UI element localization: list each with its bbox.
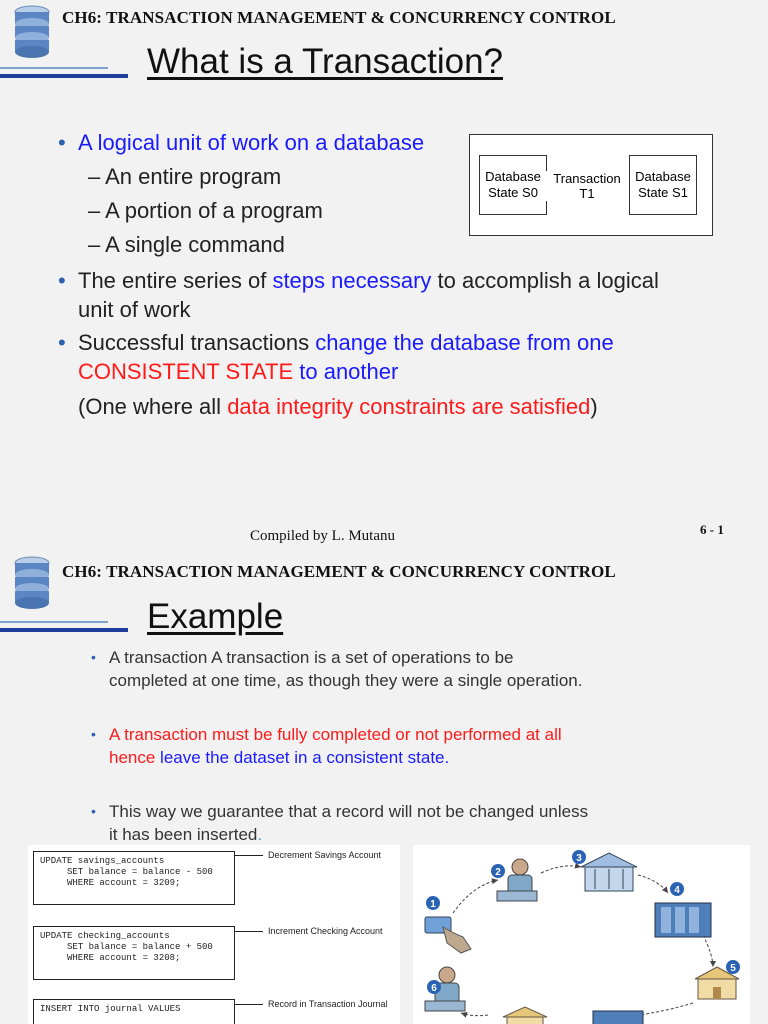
transaction-label: Transaction T1 [546,171,628,201]
bank-building-icon [503,1007,547,1024]
svg-text:2: 2 [495,867,501,878]
step-badge [426,896,440,910]
caption-leader [235,1004,263,1005]
svg-text:3: 3 [576,853,582,864]
svg-text:1: 1 [430,899,436,910]
footer-author: Compiled by L. Mutanu [250,528,395,544]
bullet-definition: • A transaction A transaction is a set of operations to be completed at one time, as though they were a single operation. [91,648,583,690]
caption-leader [235,855,263,856]
footer-page-number: 6 - 1 [700,522,724,537]
bullet-logical-unit: • A logical unit of work on a database [58,130,425,155]
bullet-successful: • Successful transactions change the database from one CONSISTENT STATE to another [58,330,614,384]
bullet-dot: • [91,649,96,665]
sub-bullet-command: – A single command [88,232,285,257]
bullet-dot: • [91,726,96,742]
caption-decrement-savings: Decrement Savings Account [268,850,382,860]
sql-update-checking: UPDATE checking_accounts SET balance = balance + 500 WHERE account = 3208; [33,926,235,980]
svg-text:4: 4 [674,885,680,896]
slide-2 [0,549,768,1024]
sql-update-savings: UPDATE savings_accounts SET balance = balance - 500 WHERE account = 3209; [33,851,235,905]
slide-header: CH6: TRANSACTION MANAGEMENT & CONCURRENCY CONTROL [62,8,616,27]
bullet-dot: • [58,268,66,293]
cycle-diagram [413,845,750,1024]
step-badge [491,864,505,878]
server-rack-icon [593,1011,643,1024]
card-hand-icon [425,917,471,953]
caption-leader [235,931,263,932]
transaction-cycle-illustration [413,845,750,1024]
sub-bullet-program: – An entire program [88,164,282,189]
step-badge [572,850,586,864]
caption-increment-checking: Increment Checking Account [268,926,383,936]
state-s0-box: Database State S0 [479,155,547,215]
bullet-dot: • [58,330,66,355]
bullet-complete: • A transaction must be fully completed or not performed at all hence leave the dataset in a consistent state. [91,725,562,767]
svg-text:6: 6 [431,983,437,994]
caption-journal: Record in Transaction Journal [268,999,388,1009]
step-badge [670,882,684,896]
header-rule-left [0,67,108,69]
note-integrity: (One where all data integrity constraints are satisfied) [78,394,598,419]
header-rule-accent [0,74,128,78]
bank-building-icon [581,853,637,891]
transaction-diagram [469,134,713,236]
slide-title: What is a Transaction? [147,42,503,81]
step-badge [427,980,441,994]
clerk-icon [497,859,537,901]
database-icon [12,555,52,611]
step-badge [726,960,740,974]
bullet-guarantee: • This way we guarantee that a record will not be changed unless it has been inserted. [91,802,589,844]
database-icon [12,4,52,60]
sql-transaction-panel [28,845,400,1024]
state-s1-box: Database State S1 [629,155,697,215]
svg-text:5: 5 [730,963,736,974]
sql-insert-journal: INSERT INTO journal VALUES [33,999,235,1024]
bullet-series: • The entire series of steps necessary to accomplish a logical unit of work [58,268,659,322]
sub-bullet-portion: – A portion of a program [88,198,323,223]
server-rack-icon [655,903,711,937]
header-rule-left [0,621,108,623]
header-rule-accent [0,628,128,632]
bullet-dot: • [91,803,96,819]
slide-title: Example [147,597,284,636]
bullet-dot: • [58,130,66,155]
slide-header: CH6: TRANSACTION MANAGEMENT & CONCURRENCY CONTROL [62,562,616,581]
